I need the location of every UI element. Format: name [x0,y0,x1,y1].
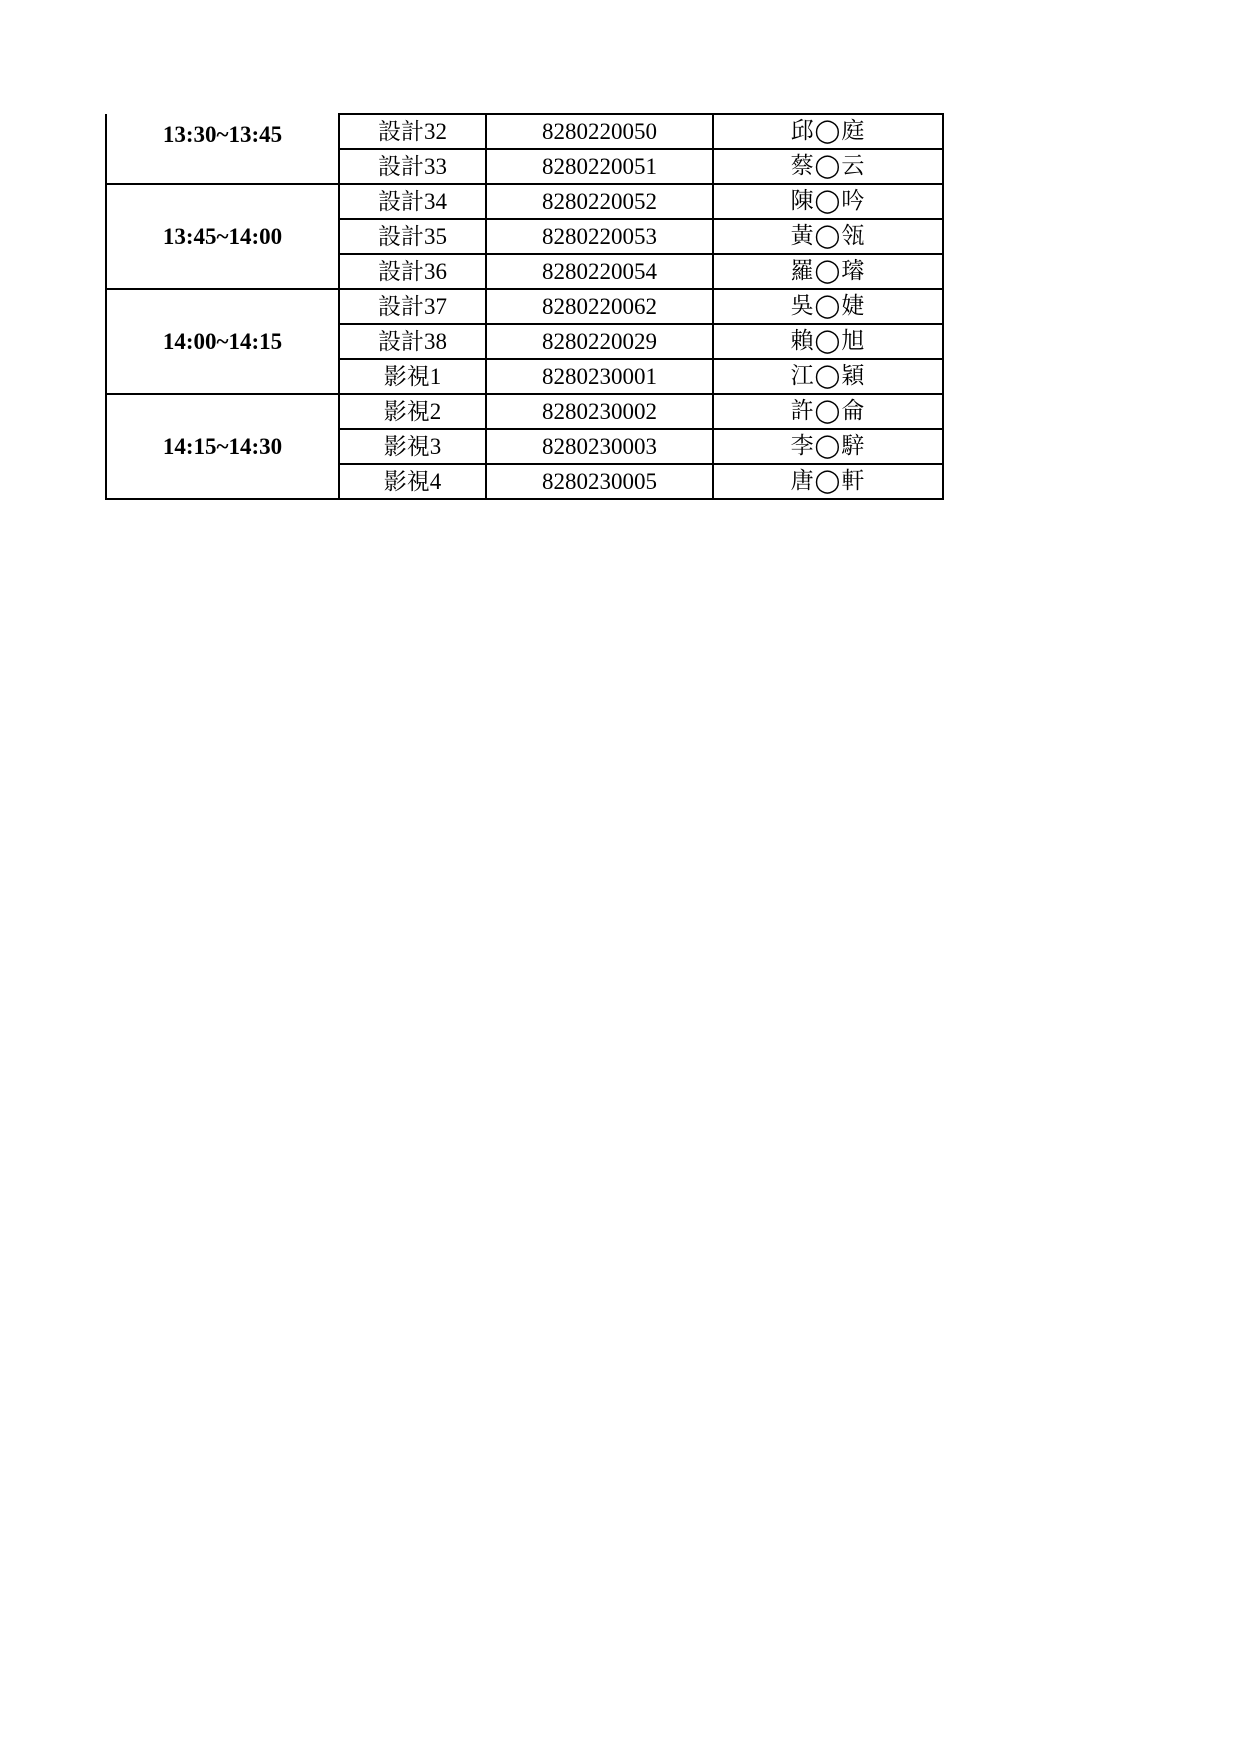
time-slot-cell: 14:15~14:30 [106,394,339,499]
student-id-cell: 8280230001 [486,359,713,394]
student-id-cell: 8280220054 [486,254,713,289]
student-name-cell: 陳◯吟 [713,184,943,219]
student-name-cell: 蔡◯云 [713,149,943,184]
time-slot-cell: 13:45~14:00 [106,184,339,289]
student-id-cell: 8280230002 [486,394,713,429]
class-cell: 影視4 [339,464,486,499]
schedule-table-body [106,114,943,499]
class-cell: 設計34 [339,184,486,219]
class-cell: 設計33 [339,149,486,184]
time-slot-cell: 13:30~13:45 [106,114,339,184]
table-row [106,289,943,324]
student-id-cell: 8280220062 [486,289,713,324]
student-id-cell: 8280220051 [486,149,713,184]
class-cell: 設計36 [339,254,486,289]
student-id-cell: 8280220029 [486,324,713,359]
student-name-cell: 李◯騂 [713,429,943,464]
student-id-cell: 8280230005 [486,464,713,499]
student-name-cell: 許◯侖 [713,394,943,429]
table-row [106,184,943,219]
class-cell: 設計32 [339,114,486,149]
student-id-cell: 8280220052 [486,184,713,219]
class-cell: 影視1 [339,359,486,394]
student-name-cell: 邱◯庭 [713,114,943,149]
student-name-cell: 唐◯軒 [713,464,943,499]
student-name-cell: 江◯穎 [713,359,943,394]
class-cell: 影視3 [339,429,486,464]
student-name-cell: 吳◯婕 [713,289,943,324]
class-cell: 影視2 [339,394,486,429]
student-id-cell: 8280220050 [486,114,713,149]
table-row [106,394,943,429]
class-cell: 設計37 [339,289,486,324]
schedule-table [105,113,944,500]
table-row [106,114,943,149]
student-id-cell: 8280230003 [486,429,713,464]
class-cell: 設計38 [339,324,486,359]
student-id-cell: 8280220053 [486,219,713,254]
student-name-cell: 黃◯瓴 [713,219,943,254]
time-slot-cell: 14:00~14:15 [106,289,339,394]
student-name-cell: 羅◯璿 [713,254,943,289]
student-name-cell: 賴◯旭 [713,324,943,359]
class-cell: 設計35 [339,219,486,254]
